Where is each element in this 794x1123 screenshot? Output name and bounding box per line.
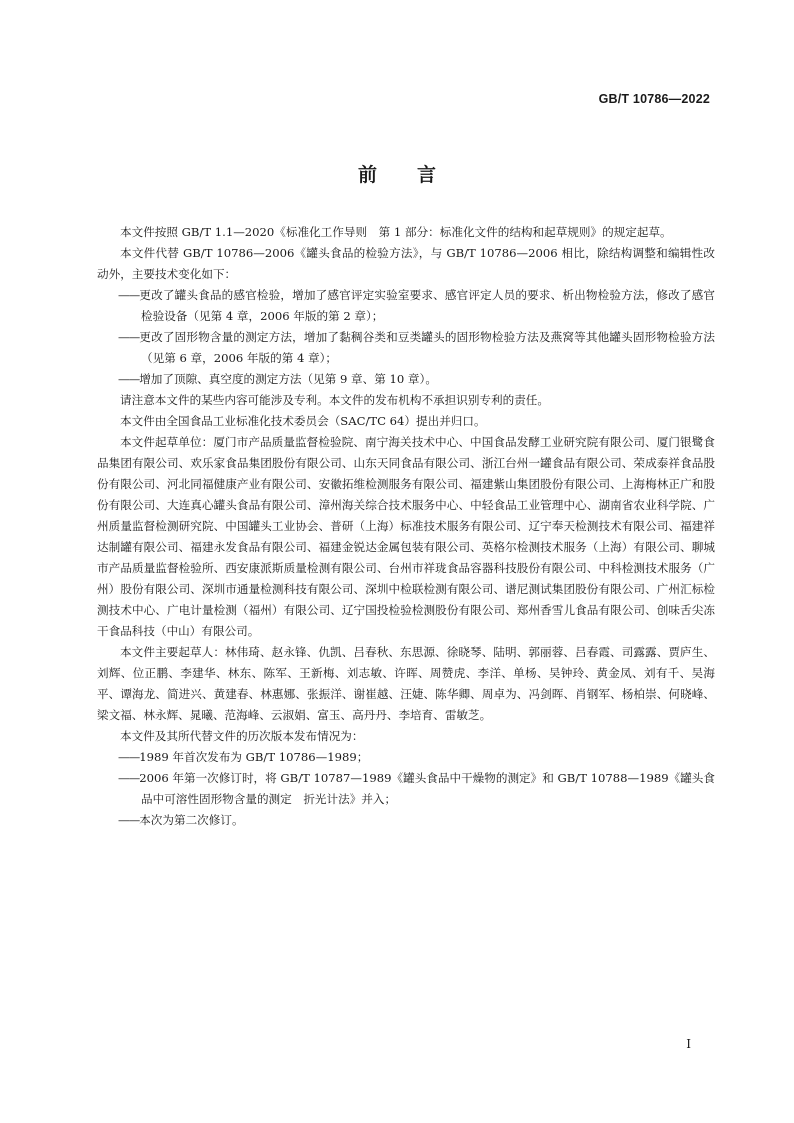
list-item-text: 增加了顶隙、真空度的测定方法（见第 9 章、第 10 章）。 xyxy=(139,372,437,386)
paragraph-drafting-units: 本文件起草单位：厦门市产品质量监督检验院、南宁海关技术中心、中国食品发酵工业研究院有限公司、厦门银鹭食品集团有限公司、欢乐家食品集团股份有限公司、山东天同食品有限公司、浙江台州一罐食品有限公司、荣成泰祥食品股份有限公司、河北同福健康产业有限公司、安徽拓维检测服务有限公司、福建紫山集团股份有限公司、上海梅林正广和股份有限公司、大连真心罐头食品有限公司、漳州海关综合技术服务中心、中轻食品工业管理中心、湖南省农业科学院、广州质量监督检测研究院、中国罐头工业协会、普研（上海）标准技术服务有限公司、辽宁奉天检测技术有限公司、福建祥达制罐有限公司、福建永发食品有限公司、福建金锐达金属包装有限公司、英格尔检测技术服务（上海）有限公司、聊城市产品质量监督检验所、西安康派斯质量检测有限公司、台州市祥珑食品容器科技股份有限公司、中科检测技术服务（广州）股份有限公司、深圳市通量检测科技有限公司、深圳中检联检测有限公司、谱尼测试集团股份有限公司、广州汇标检测技术中心、广电计量检测（福州）有限公司、辽宁国投检验检测股份有限公司、郑州香雪儿食品有限公司、创味舌尖冻干食品科技（中山）有限公司。 xyxy=(97,435,715,638)
list-item-change xyxy=(97,285,715,327)
paragraph-drafters: 本文件主要起草人：林伟琦、赵永锋、仇凯、吕春秋、东思源、徐晓琴、陆明、郭丽蓉、吕春霞、司露露、贾庐生、刘辉、位正鹏、李建华、林东、陈军、王新梅、刘志敏、许晖、周赞虎、李洋、单杨、吴钟玲、黄金凤、刘有千、吴海平、谭海龙、简进兴、黄建春、林惠娜、张振洋、谢崔越、汪婕、陈华卿、周卓为、冯剑晖、肖钢军、杨柏崇、何晓峰、梁文福、林永辉、晁曦、范海峰、云淑娟、富玉、高丹丹、李培育、雷敏芝。 xyxy=(97,645,715,722)
paragraph-patent-notice: 请注意本文件的某些内容可能涉及专利。本文件的发布机构不承担识别专利的责任。 xyxy=(120,393,549,407)
list-item-change xyxy=(97,369,715,390)
list-item-text: 更改了罐头食品的感官检验，增加了感官评定实验室要求、感官评定人员的要求、析出物检验方法，修改了感官检验设备（见第 4 章，2006 年版的第 2 章）； xyxy=(139,288,715,323)
list-item-text: 1989 年首次发布为 GB/T 10786—1989； xyxy=(139,750,369,764)
paragraph-history-intro: 本文件及其所代替文件的历次版本发布情况为： xyxy=(120,729,364,743)
dash-marker: —— xyxy=(118,288,140,302)
list-item-text: 2006 年第一次修订时，将 GB/T 10787—1989《罐头食品中干燥物的测定》和 GB/T 10788—1989《罐头食品中可溶性固形物含量的测定 折光计法》并入； xyxy=(139,771,715,806)
list-item-history xyxy=(97,768,715,810)
list-item-history xyxy=(97,810,715,831)
standard-code: GB/T 10786—2022 xyxy=(598,92,710,106)
list-item-change xyxy=(97,327,715,369)
dash-marker: —— xyxy=(118,330,140,344)
dash-marker: —— xyxy=(118,750,140,764)
paragraph-drafting-rules: 本文件按照 GB/T 1.1—2020《标准化工作导则 第 1 部分：标准化文件的结构和起草规则》的规定起草。 xyxy=(120,225,672,239)
list-item-text: 本次为第二次修订。 xyxy=(139,813,244,827)
foreword-body xyxy=(97,222,715,831)
dash-marker: —— xyxy=(118,771,140,785)
list-item-history xyxy=(97,747,715,768)
dash-marker: —— xyxy=(118,372,140,386)
page-title: 前言 xyxy=(357,164,476,186)
paragraph-proposer: 本文件由全国食品工业标准化技术委员会（SAC/TC 64）提出并归口。 xyxy=(120,414,486,428)
paragraph-replacement: 本文件代替 GB/T 10786—2006《罐头食品的检验方法》，与 GB/T 10786—2006 相比，除结构调整和编辑性改动外，主要技术变化如下： xyxy=(97,246,715,281)
dash-marker: —— xyxy=(118,813,140,827)
list-item-text: 更改了固形物含量的测定方法，增加了黏稠谷类和豆类罐头的固形物检验方法及燕窝等其他罐头固形物检验方法（见第 6 章，2006 年版的第 4 章）； xyxy=(139,330,715,365)
page-number: I xyxy=(686,1037,691,1051)
